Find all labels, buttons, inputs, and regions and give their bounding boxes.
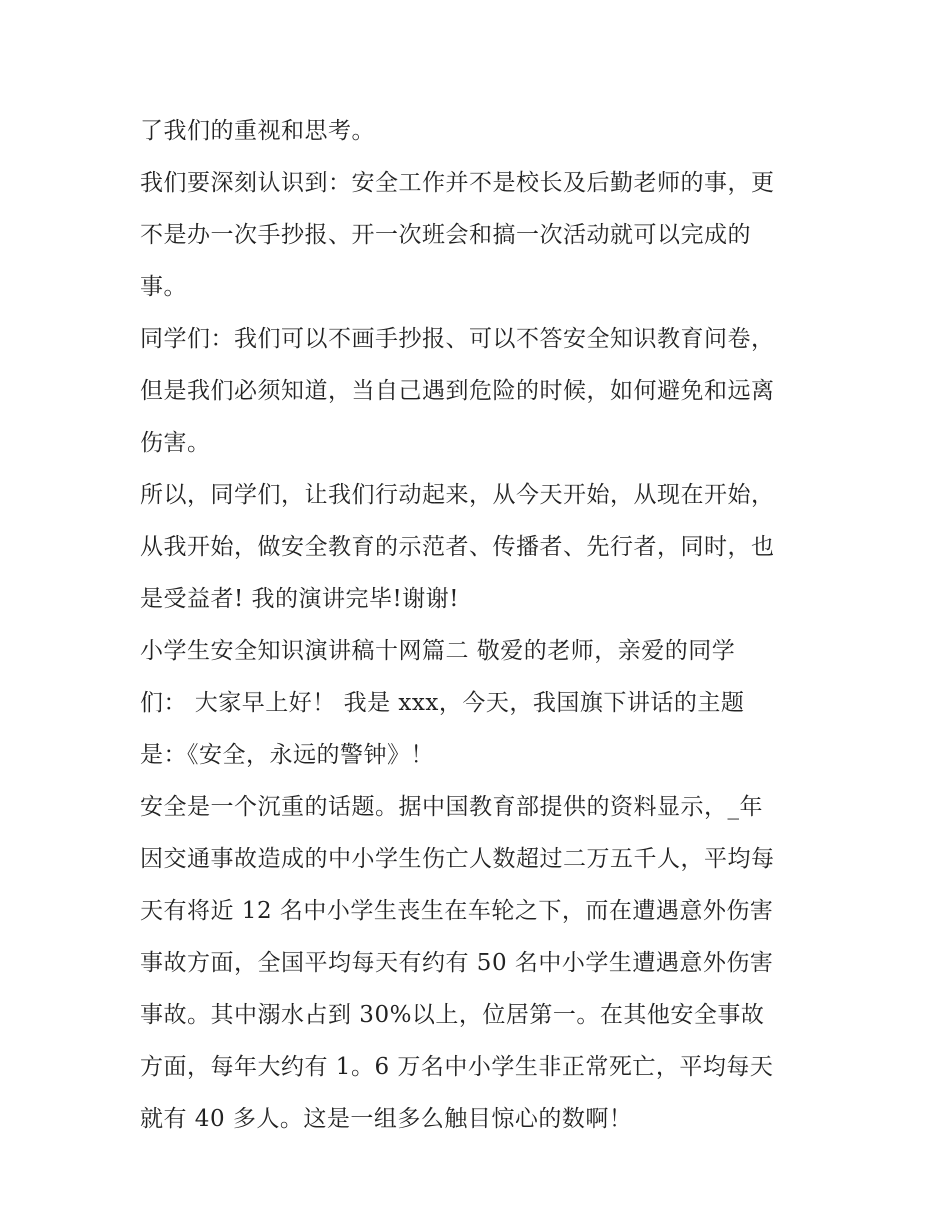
text-line: 从我开始，做安全教育的示范者、传播者、先行者，同时，也 <box>140 534 775 560</box>
text-line: 是：《安全，永远的警钟》！ <box>140 742 434 768</box>
text-line: 就有 40 多人。这是一组多么触目惊心的数啊！ <box>140 1106 633 1132</box>
text-line: 但是我们必须知道，当自己遇到危险的时候，如何避免和远离 <box>140 378 775 404</box>
text-line: 不是办一次手抄报、开一次班会和搞一次活动就可以完成的 <box>140 222 751 248</box>
text-line: 因交通事故造成的中小学生伤亡人数超过二万五千人，平均每 <box>140 846 775 872</box>
text-line: 同学们：我们可以不画手抄报、可以不答安全知识教育问卷， <box>140 326 775 352</box>
document-body <box>140 105 820 1145</box>
text-line: 了我们的重视和思考。 <box>140 118 375 144</box>
text-line: 事。 <box>140 274 187 300</box>
text-line: 们： 大家早上好！ 我是 xxx，今天，我国旗下讲话的主题 <box>140 690 745 716</box>
text-line: 所以，同学们，让我们行动起来，从今天开始，从现在开始， <box>140 482 775 508</box>
text-line: 天有将近 12 名中小学生丧生在车轮之下，而在遭遇意外伤害 <box>140 898 774 924</box>
text-line: 方面，每年大约有 1。6 万名中小学生非正常死亡，平均每天 <box>140 1054 774 1080</box>
text-line: 伤害。 <box>140 430 211 456</box>
text-line: 是受益者! 我的演讲完毕!谢谢! <box>140 586 460 612</box>
text-line: 事故。其中溺水占到 30%以上，位居第一。在其他安全事故 <box>140 1002 765 1028</box>
text-line: 小学生安全知识演讲稿十网篇二 敬爱的老师，亲爱的同学 <box>140 638 736 664</box>
text-line: 事故方面，全国平均每天有约有 50 名中小学生遭遇意外伤害 <box>140 950 774 976</box>
text-line: 安全是一个沉重的话题。据中国教育部提供的资料显示，_年 <box>140 794 763 820</box>
text-line: 我们要深刻认识到：安全工作并不是校长及后勤老师的事，更 <box>140 170 775 196</box>
